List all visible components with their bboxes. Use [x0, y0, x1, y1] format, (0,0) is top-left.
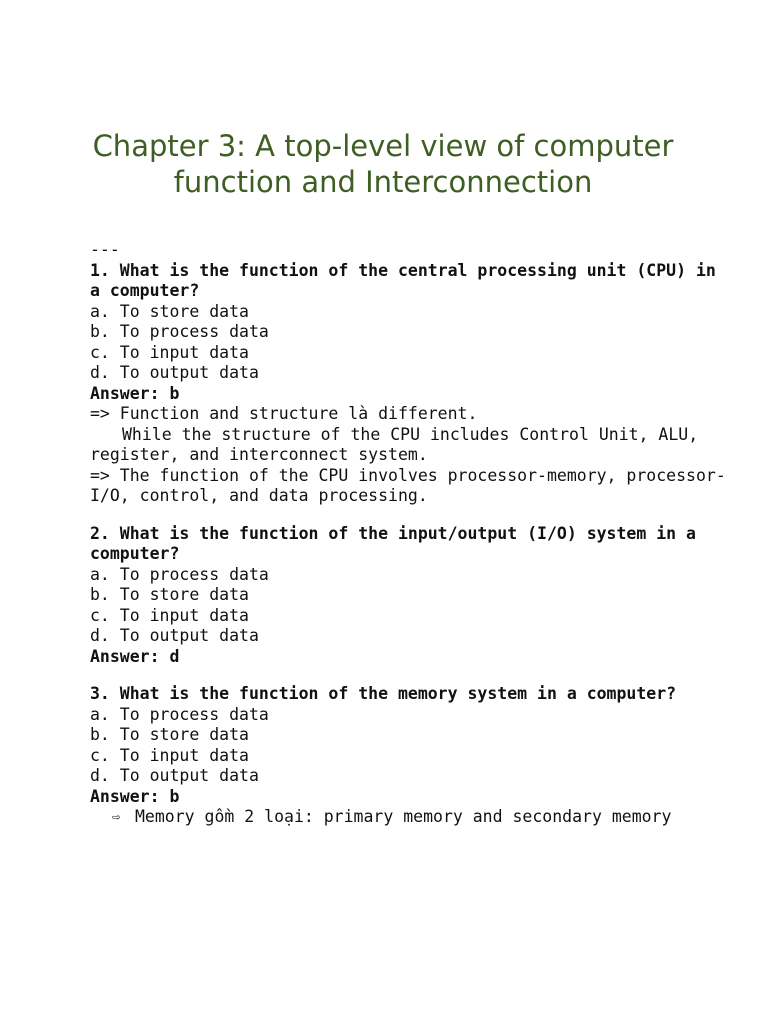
question-2: 2. What is the function of the input/output (I/O) system in a computer? — [90, 523, 696, 563]
q3-bullet-note — [90, 807, 730, 828]
spacer — [90, 507, 730, 524]
q2-option-a: a. To process data — [90, 564, 269, 584]
q3-answer: Answer: b — [90, 786, 180, 806]
q1-note-1: => Function and structure là different. — [90, 404, 478, 423]
q1-option-c: c. To input data — [90, 342, 249, 362]
q3-option-a: a. To process data — [90, 704, 269, 724]
question-1: 1. What is the function of the central processing unit (CPU) in a computer? — [90, 260, 716, 300]
q1-option-b: b. To process data — [90, 322, 269, 341]
q2-answer: Answer: d — [90, 646, 180, 666]
q3-option-b: b. To store data — [90, 725, 249, 744]
question-3: 3. What is the function of the memory system in a computer? — [90, 684, 677, 703]
q1-note-2-text: While the structure of the CPU includes Control Unit, ALU, register, and interconnect system. — [90, 424, 699, 464]
q2-option-c: c. To input data — [90, 605, 249, 625]
q2-option-d: d. To output data — [90, 626, 259, 645]
q3-bullet-text: Memory gồm 2 loại: primary memory and secondary memory — [135, 807, 672, 826]
chapter-title: Chapter 3: A top-level view of computer function and Interconnection — [92, 129, 674, 199]
q3-option-c: c. To input data — [90, 745, 249, 765]
arrow-right-outline-icon: ⇨ — [112, 809, 121, 825]
separator: --- — [90, 240, 120, 259]
q1-option-d: d. To output data — [90, 363, 259, 382]
q1-answer: Answer: b — [90, 383, 180, 403]
spacer — [90, 667, 730, 684]
q2-option-b: b. To store data — [90, 585, 249, 604]
q1-note-3: => The function of the CPU involves processor-memory, processor-I/O, control, and data processing. — [90, 465, 726, 505]
q3-option-d: d. To output data — [90, 766, 259, 785]
q1-note-2 — [90, 425, 730, 466]
quiz-body — [90, 240, 730, 828]
q1-option-a: a. To store data — [90, 301, 249, 321]
